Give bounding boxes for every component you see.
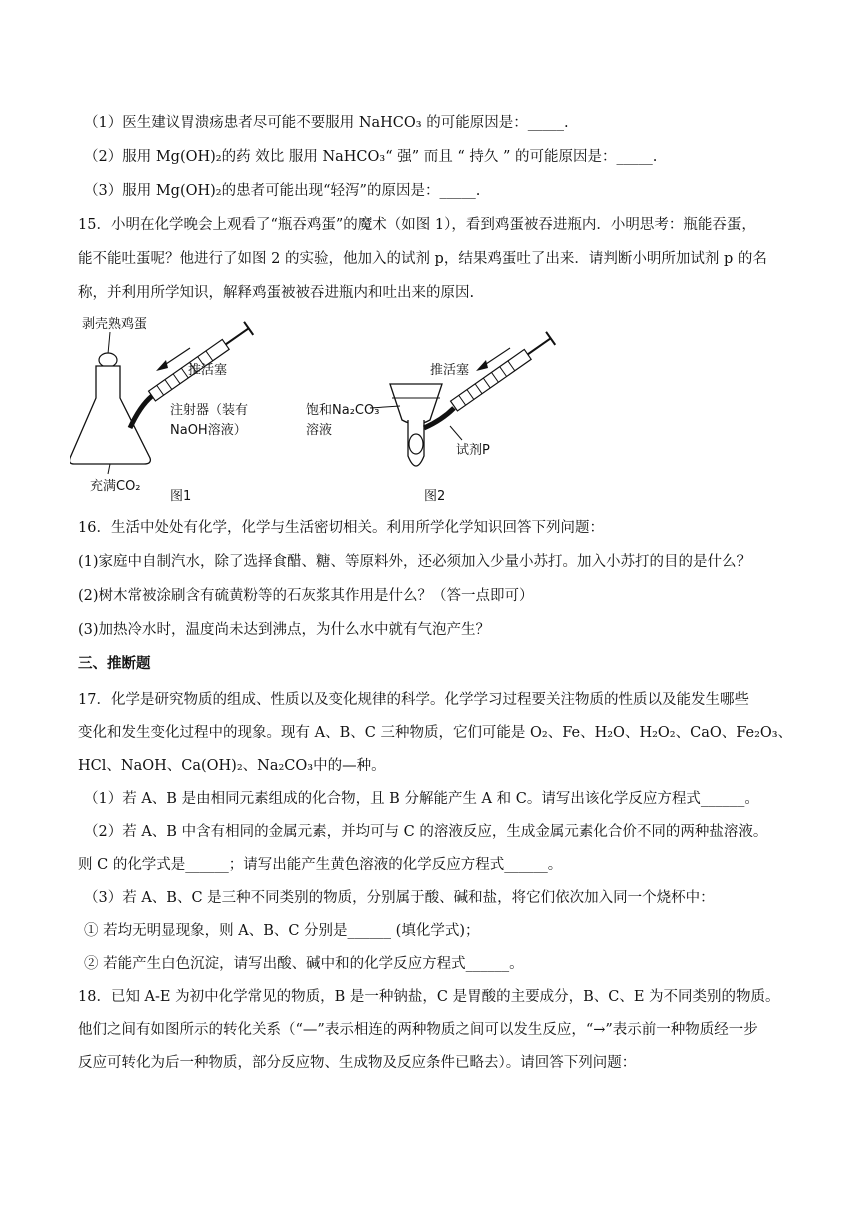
line-q17-2b: 则 C 的化学式是______；请写出能产生黄色溶液的化学反应方程式______。 <box>78 857 563 873</box>
figure-1 <box>70 316 253 504</box>
figure-2-caption: 图2 <box>424 489 446 504</box>
reagent-label: 试剂P <box>456 443 490 458</box>
line-q16-1: (1)家庭中自制汽水，除了选择食醋、糖、等原料外，还必须加入少量小苏打。加入小苏打的目的是什么？ <box>78 554 752 570</box>
solution-label: 饱和Na₂CO₃ <box>306 403 380 418</box>
rubber-tube <box>130 396 152 428</box>
line-q17-3: （3）若 A、B、C 是三种不同类别的物质，分别属于酸、碱和盐，将它们依次加入同一个烧杯中： <box>84 890 715 906</box>
line-q16: 16．生活中处处有化学，化学与生活密切相关。利用所学化学知识回答下列问题： <box>78 520 604 536</box>
line-q14-3: （3）服用 Mg(OH)₂的患者可能出现“轻泻”的原因是：_____. <box>84 183 481 199</box>
line-q17-a: 17．化学是研究物质的组成、性质以及变化规律的科学。化学学习过程要关注物质的性质以及能发生哪些 <box>78 692 749 708</box>
section-heading: 三、推断题 <box>78 656 151 672</box>
flask-label: 充满CO₂ <box>90 479 141 494</box>
syringe-label: 注射器（装有 <box>170 403 249 418</box>
line-q17-3a: ① 若均无明显现象，则 A、B、C 分别是______ (填化学式)； <box>84 923 480 939</box>
experiment-figure <box>70 308 630 508</box>
line-q17-1: （1）若 A、B 是由相同元素组成的化合物，且 B 分解能产生 A 和 C。请写出该化学反应方程式______。 <box>84 791 759 807</box>
figure-1-caption: 图1 <box>170 489 192 504</box>
line-q15-b: 能不能吐蛋呢？他进行了如图 2 的实验，他加入的试剂 p，结果鸡蛋吐了出来．请判断小明所加试剂 p 的名 <box>78 251 767 267</box>
line-q18-b: 他们之间有如图所示的转化关系（“—”表示相连的两种物质之间可以发生反应，“→”表示前一种物质经一步 <box>78 1022 758 1038</box>
line-q18-c: 反应可转化为后一种物质，部分反应物、生成物及反应条件已略去）。请回答下列问题： <box>78 1055 637 1071</box>
line-q15-a: 15．小明在化学晚会上观看了“瓶吞鸡蛋”的魔术（如图 1），看到鸡蛋被吞进瓶内．小明思考：瓶能吞蛋， <box>78 217 756 233</box>
egg-icon <box>99 353 117 367</box>
line-q16-2: (2)树木常被涂刷含有硫黄粉等的石灰浆其作用是什么？（答一点即可） <box>78 588 534 604</box>
solution-label-2: 溶液 <box>306 423 333 438</box>
line-q17-3b: ② 若能产生白色沉淀，请写出酸、碱中和的化学反应方程式______。 <box>84 956 524 972</box>
beaker-icon <box>390 384 442 424</box>
line-q17-2a: （2）若 A、B 中含有相同的金属元素，并均可与 C 的溶液反应，生成金属元素化合价不同的两种盐溶液。 <box>84 824 768 840</box>
egg-label: 剥壳熟鸡蛋 <box>82 317 148 332</box>
egg-2-icon <box>409 434 423 454</box>
line-q15-c: 称，并利用所学知识，解释鸡蛋被被吞进瓶内和吐出来的原因. <box>78 285 475 301</box>
line-q18-a: 18．已知 A-E 为初中化学常见的物质，B 是一种钠盐，C 是胃酸的主要成分，B、C、E 为不同类别的物质。 <box>78 989 780 1005</box>
plunger-label: 推活塞 <box>188 363 228 378</box>
figure-2 <box>306 332 555 504</box>
line-q17-c: HCl、NaOH、Ca(OH)₂、Na₂CO₃中的—种。 <box>78 758 386 774</box>
line-q14-1: （1）医生建议胃溃疡患者尽可能不要服用 NaHCO₃ 的可能原因是：_____. <box>84 115 569 131</box>
line-q14-2: （2）服用 Mg(OH)₂的药 效比 服用 NaHCO₃“ 强” 而且 “ 持久 ” 的可能原因是：_____. <box>84 149 658 165</box>
line-q16-3: (3)加热冷水时，温度尚未达到沸点，为什么水中就有气泡产生？ <box>78 622 491 638</box>
plunger-2-label: 推活塞 <box>430 363 470 378</box>
line-q17-b: 变化和发生变化过程中的现象。现有 A、B、C 三种物质，它们可能是 O₂、Fe、H₂O、H₂O₂、CaO、Fe₂O₃、 <box>78 725 793 741</box>
syringe-label-2: NaOH溶液） <box>170 423 247 438</box>
